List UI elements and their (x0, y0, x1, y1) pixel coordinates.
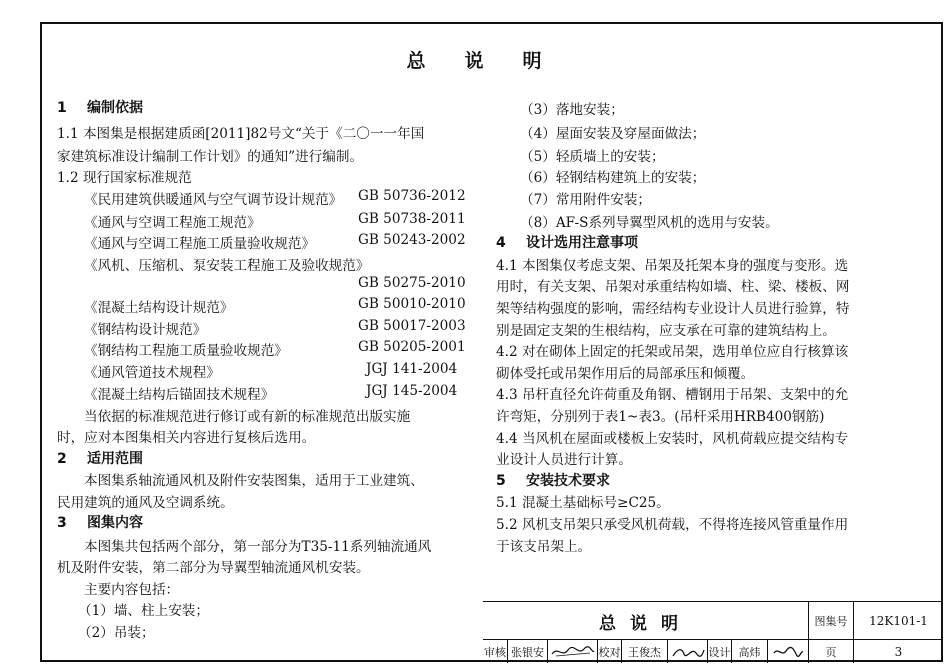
page-title: 总 说 明 (406, 50, 544, 72)
standard-name: 《通风与空调工程施工质量验收规范》 (84, 236, 316, 252)
signature-scribble (670, 644, 706, 660)
paragraph: 本图集系轴流通风机及附件安装图集，适用于工业建筑、 (84, 473, 424, 489)
standard-code: GB 50243-2002 (358, 232, 466, 248)
review-label: 审核 (484, 645, 506, 659)
checker-name: 王俊杰 (621, 640, 667, 663)
reviewer-name: 张银安 (507, 640, 547, 663)
standard-code: JGJ 145-2004 (366, 383, 458, 399)
page-label: 页 (808, 640, 853, 663)
paragraph: 4.4 当风机在屋面或楼板上安装时，风机荷载应提交结构专 (496, 431, 849, 447)
paragraph: 家建筑标准设计编制工作计划》的通知”进行编制。 (57, 149, 364, 165)
paragraph: 用时，有关支架、吊架对承重结构如墙、柱、梁、楼板、网 (496, 279, 850, 295)
standard-code: JGJ 141-2004 (366, 361, 458, 377)
standard-name: 《通风与空调工程施工规范》 (84, 215, 261, 231)
standard-name: 《混凝土结构设计规范》 (84, 300, 234, 316)
standard-name: 《钢结构工程施工质量验收规范》 (84, 343, 288, 359)
list-item: （8）AF-S系列导翼型风机的选用与安装。 (520, 215, 779, 231)
paragraph: 架等结构强度的影响，需经结构专业设计人员进行验算，特 (496, 301, 850, 317)
paragraph: 5.2 风机支吊架只承受风机荷载，不得将连接风管重量作用 (496, 517, 849, 533)
atlas-number: 12K101-1 (853, 602, 943, 640)
paragraph: 许弯矩，分别列于表1~表3。(吊杆采用HRB400钢筋) (496, 409, 825, 425)
paragraph: 于该支吊架上。 (496, 539, 592, 555)
list-item: （6）轻钢结构建筑上的安装； (520, 170, 706, 186)
standard-code: GB 50275-2010 (358, 275, 466, 291)
section-2-heading: 2 适用范围 (57, 451, 143, 467)
designer-name: 高炜 (731, 640, 767, 663)
section-3-heading: 3 图集内容 (57, 515, 143, 531)
list-item: （1）墙、柱上安装； (78, 603, 209, 619)
designer-signature (767, 640, 808, 663)
list-item: （7）常用附件安装； (520, 192, 651, 208)
title-block-row-1 (483, 601, 943, 640)
atlas-number-label: 图集号 (808, 602, 853, 640)
title-block-sheet-title: 总说明 (599, 613, 692, 634)
title-block (483, 601, 943, 662)
paragraph: 1.2 现行国家标准规范 (57, 170, 192, 186)
paragraph: 业设计人员进行计算。 (496, 452, 632, 468)
list-item: （4）屋面安装及穿屋面做法； (520, 126, 706, 142)
standard-name: 《风机、压缩机、泵安装工程施工及验收规范》 (84, 258, 370, 274)
paragraph: 1.1 本图集是根据建质函[2011]82号文“关于《二〇一一年国 (57, 126, 425, 142)
list-item: （2）吊装； (78, 625, 155, 641)
reviewer-signature (547, 640, 597, 663)
list-item: （5）轻质墙上的安装； (520, 149, 665, 165)
standard-name: 《民用建筑供暖通风与空气调节设计规范》 (84, 192, 343, 208)
standard-name: 《钢结构设计规范》 (84, 322, 207, 338)
paragraph: 砌体受托或吊架作用后的局部承压和倾覆。 (496, 366, 755, 382)
paragraph: 4.3 吊杆直径允许荷重及角钢、槽钢用于吊架、支架中的允 (496, 387, 849, 403)
standard-code: GB 50010-2010 (358, 296, 466, 312)
paragraph: 民用建筑的通风及空调系统。 (57, 495, 234, 511)
paragraph: 4.2 对在砌体上固定的托架或吊架，选用单位应自行核算该 (496, 344, 849, 360)
paragraph: 时，应对本图集相关内容进行复核后选用。 (57, 430, 316, 446)
standard-code: GB 50205-2001 (358, 339, 466, 355)
signature-scribble (771, 644, 805, 660)
signature-scribble (550, 644, 596, 660)
title-block-row-2 (483, 639, 943, 663)
design-label: 设计 (707, 640, 731, 663)
standard-code: GB 50738-2011 (358, 211, 466, 227)
page-number: 3 (853, 640, 943, 663)
list-item: （3）落地安装； (520, 102, 624, 118)
standard-name: 《混凝土结构后锚固技术规程》 (84, 387, 275, 403)
check-label: 校对 (597, 640, 621, 663)
standard-code: GB 50736-2012 (358, 188, 466, 204)
standard-name: 《通风管道技术规程》 (84, 365, 220, 381)
paragraph: 4.1 本图集仅考虑支架、吊架及托架本身的强度与变形。选 (496, 258, 849, 274)
checker-signature (667, 640, 707, 663)
paragraph: 别是固定支架的生根结构，应支承在可靠的建筑结构上。 (496, 323, 836, 339)
paragraph: 机及附件安装，第二部分为导翼型轴流通风机安装。 (57, 560, 370, 576)
section-4-heading: 4 设计选用注意事项 (496, 235, 638, 251)
paragraph: 主要内容包括： (84, 582, 180, 598)
paragraph: 当依据的标准规范进行修订或有新的标准规范出版实施 (84, 409, 411, 425)
standard-code: GB 50017-2003 (358, 318, 466, 334)
section-5-heading: 5 安装技术要求 (496, 473, 610, 489)
paragraph: 5.1 混凝土基础标号≥C25。 (496, 495, 670, 511)
paragraph: 本图集共包括两个部分，第一部分为T35-11系列轴流通风 (84, 539, 432, 555)
section-1-heading: 1 编制依据 (57, 100, 143, 116)
